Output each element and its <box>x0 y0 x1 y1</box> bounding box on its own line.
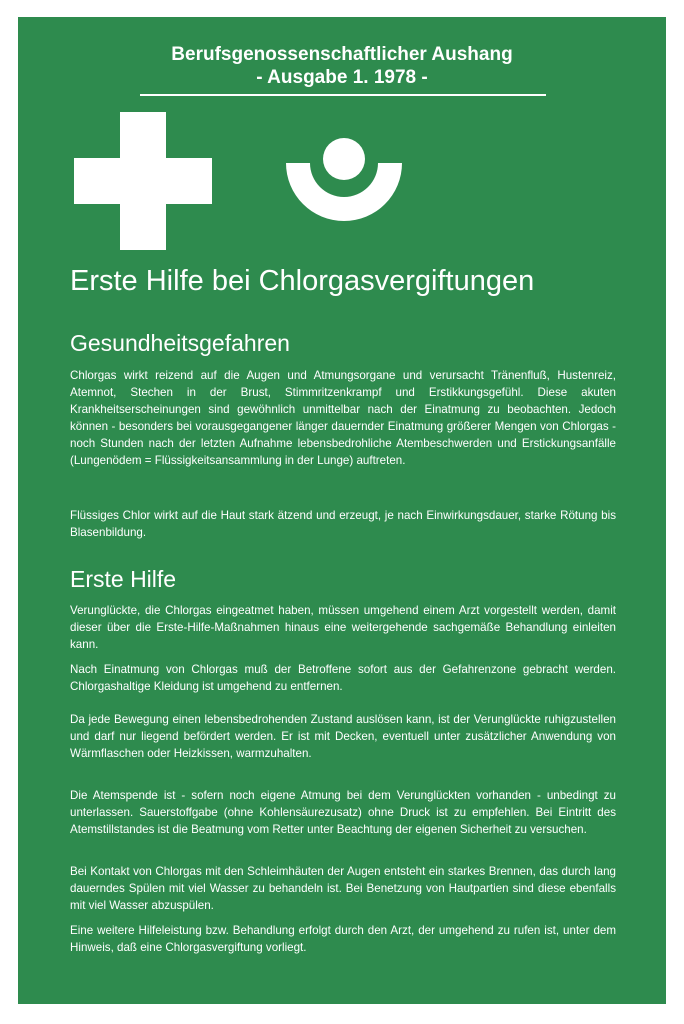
sign-header <box>18 43 666 89</box>
first-aid-sign <box>18 17 666 1004</box>
paragraph: Verunglückte, die Chlorgas eingeatmet haben, müssen umgehend einem Arzt vorgestellt werden, damit dieser über die Erste-Hilfe-Maßnahmen hinaus eine weitergehende sachgemäße Behandlung einleiten kann. <box>70 604 616 651</box>
paragraph: Flüssiges Chlor wirkt auf die Haut stark ätzend und erzeugt, je nach Einwirkungsdauer, starke Rötung bis Blasenbildung. <box>70 509 616 539</box>
berufsgenossenschaft-logo-icon <box>284 137 404 221</box>
section-heading-health-hazards: Gesundheitsgefahren <box>70 330 290 356</box>
paragraph: Eine weitere Hilfeleistung bzw. Behandlung erfolgt durch den Arzt, der umgehend zu rufen ist, unter dem Hinweis, daß eine Chlorgasvergiftung vorliegt. <box>70 924 616 954</box>
paragraph: Chlorgas wirkt reizend auf die Augen und Atmungsorgane und verursacht Tränenfluß, Hustenreiz, Atemnot, Stechen in der Brust, Stimmritzenkrampf und Erstikkungsgefühl. Diese akuten Krankheitserscheinungen sind gewöhnlich unmittelbar nach der Einatmung zu beobachten. Jedoch können - besonders bei vorausgegangener länger dauernder Einatmung größerer Mengen von Chlorgas - noch Stunden nach der letzten Aufnahme lebensbedrohliche Atembeschwerden und Erstickungsanfälle (Lungenödem = Flüssigkeitsansammlung in der Lunge) auftreten. <box>70 369 616 467</box>
paragraph: Die Atemspende ist - sofern noch eigene Atmung bei dem Verunglückten vorhanden - unbedingt zu unterlassen. Sauerstoffgabe (ohne Kohlensäurezusatz) ohne Druck ist zu empfehlen. Bei Eintritt des Atemstillstandes ist die Beatmung vom Retter unter Beachtung der eigenen Sicherheit zu versuchen. <box>70 789 616 836</box>
section-heading-first-aid: Erste Hilfe <box>70 566 177 592</box>
paragraph: Bei Kontakt von Chlorgas mit den Schleimhäuten der Augen entsteht ein starkes Brennen, das durch lang dauerndes Spülen mit viel Wasser zu behandeln ist. Bei Benetzung von Hautpartien sind diese ebenfalls mit viel Wasser abzuspülen. <box>70 865 616 912</box>
paragraph: Da jede Bewegung einen lebensbedrohenden Zustand auslösen kann, ist der Verunglückte ruhigzustellen und darf nur liegend befördert werden. Er ist mit Decken, eventuell unter zusätzlicher Anwendung von Wärmflaschen oder Heizkissen, warmzuhalten. <box>70 713 616 760</box>
header-line-2: - Ausgabe 1. 1978 - <box>256 67 428 88</box>
header-divider <box>140 94 546 96</box>
sign-title: Erste Hilfe bei Chlorgasvergiftungen <box>70 265 535 297</box>
header-line-1: Berufsgenossenschaftlicher Aushang <box>171 44 513 65</box>
first-aid-cross-icon <box>74 112 212 250</box>
paragraph: Nach Einatmung von Chlorgas muß der Betroffene sofort aus der Gefahrenzone gebracht werden. Chlorgashaltige Kleidung ist umgehend zu entfernen. <box>70 663 616 693</box>
